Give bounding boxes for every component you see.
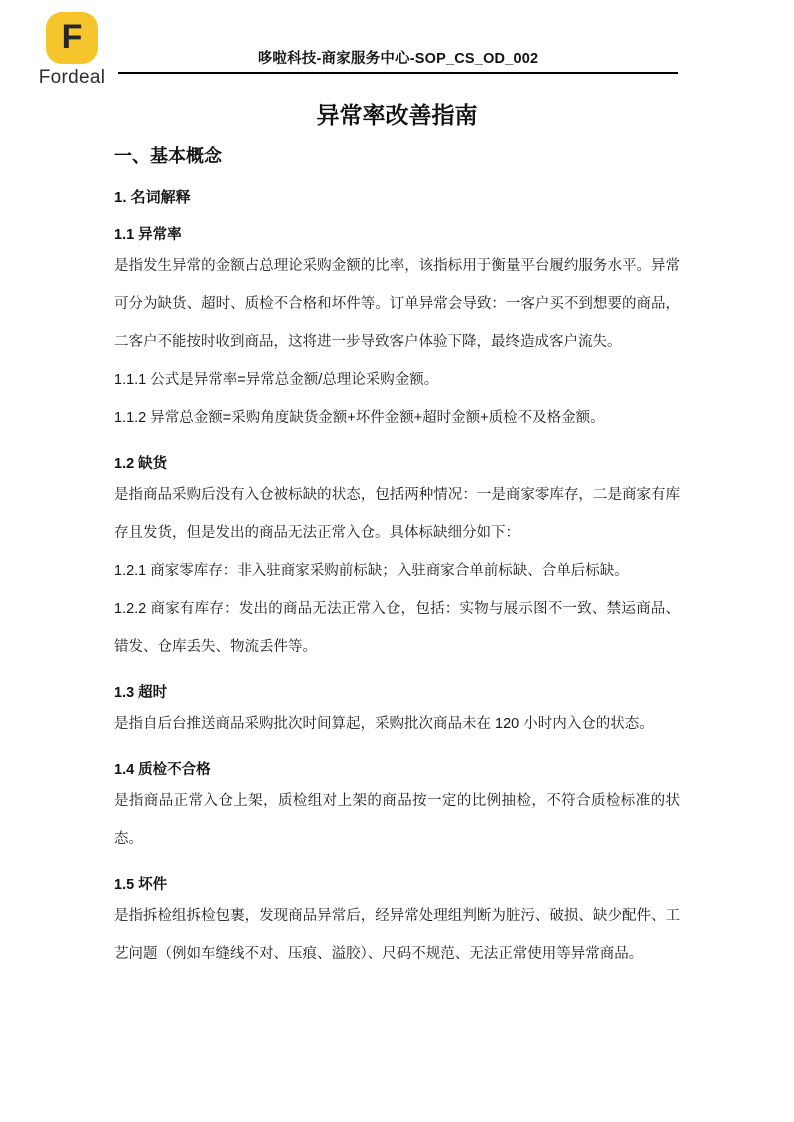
term-heading: 1.2 缺货 [114,456,168,472]
paragraph: 1.2.1 商家零库存：非入驻商家采购前标缺；入驻商家合单前标缺、合单后标缺。 [114,563,629,579]
paragraph: 1.1.2 异常总金额=采购角度缺货金额+坏件金额+超时金额+质检不及格金额。 [114,410,605,426]
term-heading: 1.1 异常率 [114,227,182,243]
term-heading: 1.3 超时 [114,685,168,701]
fordeal-logo-icon [46,12,98,64]
paragraph: 是指商品采购后没有入仓被标缺的状态，包括两种情况：一是商家零库存，二是商家有库存且发货，但是发出的商品无法正常入仓。具体标缺细分如下： [114,487,680,541]
document-title: 异常率改善指南 [316,102,478,128]
paragraph: 1.1.1 公式是异常率=异常总金额/总理论采购金额。 [114,372,439,388]
paragraph: 是指发生异常的金额占总理论采购金额的比率，该指标用于衡量平台履约服务水平。异常可分为缺货、超时、质检不合格和坏件等。订单异常会导致：一客户买不到想要的商品，二客户不能按时收到商品，这将进一步导致客户体验下降，最终造成客户流失。 [114,258,680,350]
paragraph: 是指拆检组拆检包裹，发现商品异常后，经异常处理组判断为脏污、破损、缺少配件、工艺问题（例如车缝线不对、压痕、溢胶）、尺码不规范、无法正常使用等异常商品。 [114,908,680,962]
logo-wordmark: Fordeal [38,67,106,88]
logo-letter: F [61,18,83,56]
fordeal-logo [34,12,110,89]
term-heading: 1.4 质检不合格 [114,762,211,778]
page-header [0,0,794,96]
document-code: 哆啦科技-商家服务中心-SOP_CS_OD_002 [257,51,539,67]
document-content [114,96,680,973]
header-rule [118,72,678,74]
paragraph: 是指自后台推送商品采购批次时间算起，采购批次商品未在 120 小时内入仓的状态。 [114,716,654,732]
document-blocks [114,144,680,973]
subsection-heading: 1. 名词解释 [114,189,191,206]
section-heading: 一、基本概念 [114,146,222,166]
term-heading: 1.5 坏件 [114,877,168,893]
paragraph: 1.2.2 商家有库存：发出的商品无法正常入仓，包括：实物与展示图不一致、禁运商品、错发、仓库丢失、物流丢件等。 [114,601,680,655]
paragraph: 是指商品正常入仓上架，质检组对上架的商品按一定的比例抽检，不符合质检标准的状态。 [114,793,680,847]
